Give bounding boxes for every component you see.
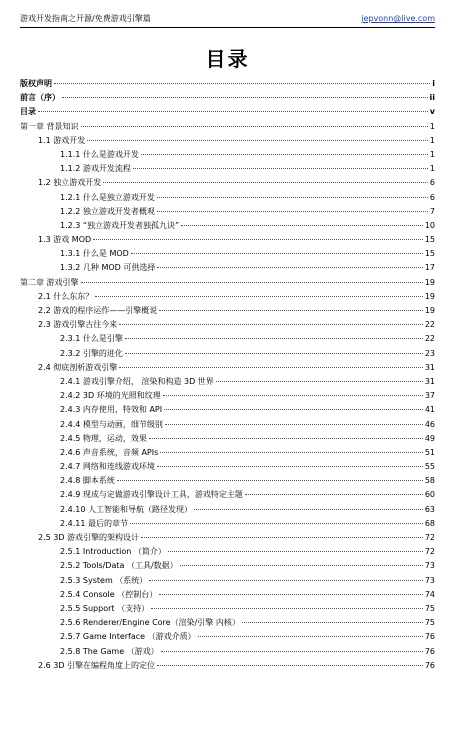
toc-entry[interactable]: [20, 191, 435, 205]
toc-entry-page: 58: [424, 476, 435, 486]
header-email-link[interactable]: jepvonn@live.com: [361, 14, 435, 23]
toc-entry-label: 2.1 什么东东？: [38, 291, 94, 301]
toc-entry-label: 目录: [20, 107, 36, 117]
toc-entry-page: 49: [424, 433, 435, 443]
toc-dot-leader: [245, 494, 423, 495]
table-of-contents: [20, 77, 435, 673]
toc-entry-page: 73: [424, 575, 435, 585]
toc-entry-label: 第二章 游戏引擎: [20, 277, 79, 287]
toc-entry-page: 22: [424, 320, 435, 330]
toc-entry[interactable]: [20, 148, 435, 162]
toc-entry-label: 2.3 游戏引擎古往今来: [38, 320, 118, 330]
toc-dot-leader: [159, 310, 423, 311]
toc-dot-leader: [103, 182, 428, 183]
header-book-title: 游戏开发指南之开源/免费游戏引擎篇: [20, 14, 151, 23]
toc-entry-page: 76: [424, 660, 435, 670]
toc-entry[interactable]: [20, 91, 435, 105]
toc-entry-page: 23: [424, 348, 435, 358]
toc-dot-leader: [119, 324, 423, 325]
toc-entry[interactable]: [20, 517, 435, 531]
toc-entry-label: 2.3.2 引擎的进化: [60, 348, 123, 358]
toc-dot-leader: [168, 551, 423, 552]
toc-entry[interactable]: [20, 247, 435, 261]
toc-entry[interactable]: [20, 77, 435, 91]
toc-dot-leader: [119, 367, 423, 368]
toc-entry-label: 2.4 彻底剖析游戏引擎: [38, 362, 118, 372]
toc-entry-label: 2.5.1 Introduction （简介）: [60, 547, 166, 557]
toc-entry-page: 72: [424, 533, 435, 542]
toc-entry-label: 1.3.1 什么是 MOD: [60, 249, 129, 259]
toc-entry-page: 75: [424, 603, 435, 613]
toc-entry-label: 2.4.10 人工智能和导航（路径发现）: [60, 504, 192, 514]
toc-dot-leader: [54, 83, 430, 84]
toc-entry-page: ii: [429, 93, 435, 103]
toc-entry-label: 2.4.3 内存使用，特效和 API: [60, 405, 163, 415]
toc-entry-label: 2.4.7 网络和连线游戏环境: [60, 462, 155, 472]
toc-entry-page: 41: [424, 405, 435, 415]
toc-entry[interactable]: [20, 290, 435, 304]
toc-dot-leader: [131, 253, 423, 254]
toc-entry-page: 31: [424, 376, 435, 386]
toc-entry-page: 72: [424, 547, 435, 557]
toc-entry-label: 2.5.5 Support （支持）: [60, 603, 150, 613]
toc-entry-label: 2.5.7 Game Interface （游戏介质）: [60, 632, 196, 642]
toc-dot-leader: [125, 338, 423, 339]
toc-entry[interactable]: [20, 219, 435, 233]
toc-entry[interactable]: [20, 645, 435, 659]
toc-entry[interactable]: [20, 488, 435, 502]
toc-dot-leader: [149, 438, 423, 439]
toc-entry-page: i: [432, 79, 435, 88]
toc-dot-leader: [157, 197, 428, 198]
toc-entry[interactable]: [20, 418, 435, 432]
toc-dot-leader: [164, 409, 423, 410]
toc-entry-page: 1: [429, 164, 435, 174]
toc-entry-label: 1.1.2 游戏开发流程: [60, 164, 131, 174]
toc-entry[interactable]: [20, 375, 435, 389]
toc-entry-label: 2.5.2 Tools/Data （工具/数据）: [60, 561, 178, 571]
toc-dot-leader: [151, 608, 423, 609]
toc-entry[interactable]: [20, 120, 435, 134]
toc-dot-leader: [125, 353, 423, 354]
toc-entry[interactable]: [20, 460, 435, 474]
toc-entry-page: 19: [424, 306, 435, 315]
toc-entry-label: 2.4.8 脚本系统: [60, 476, 115, 486]
toc-entry[interactable]: [20, 602, 435, 616]
toc-entry-label: 2.5.8 The Game （游戏）: [60, 646, 159, 656]
toc-dot-leader: [242, 622, 423, 623]
toc-dot-leader: [87, 140, 428, 141]
toc-entry[interactable]: [20, 176, 435, 190]
toc-entry-page: 68: [424, 518, 435, 528]
toc-entry-label: 2.4.4 模型与动画，细节级别: [60, 419, 163, 429]
toc-entry-page: 60: [424, 490, 435, 500]
toc-entry[interactable]: [20, 318, 435, 332]
toc-entry[interactable]: [20, 588, 435, 602]
toc-dot-leader: [157, 211, 428, 212]
page-header: [20, 12, 435, 26]
toc-entry-page: 19: [424, 291, 435, 301]
toc-entry-page: 17: [424, 263, 435, 273]
toc-entry[interactable]: [20, 574, 435, 588]
toc-dot-leader: [163, 395, 423, 396]
toc-dot-leader: [93, 239, 423, 240]
toc-entry[interactable]: [20, 446, 435, 460]
toc-entry-label: 2.4.1 游戏引擎介绍， 渲染和构造 3D 世界: [60, 376, 214, 386]
toc-entry[interactable]: [20, 616, 435, 630]
toc-entry-label: 2.4.2 3D 环境的光照和纹理: [60, 391, 161, 401]
toc-dot-leader: [95, 296, 423, 297]
toc-entry[interactable]: [20, 403, 435, 417]
toc-entry-page: 76: [424, 632, 435, 642]
toc-dot-leader: [216, 381, 423, 382]
toc-dot-leader: [157, 267, 422, 268]
toc-entry-page: 55: [424, 462, 435, 472]
toc-entry-label: 2.5 3D 游戏引擎的架构设计: [38, 533, 140, 542]
toc-entry-label: 1.2.2 独立游戏开发者概观: [60, 206, 155, 216]
toc-entry[interactable]: [20, 432, 435, 446]
toc-entry-label: 1.3 游戏 MOD: [38, 235, 92, 245]
toc-entry-page: 1: [429, 135, 435, 145]
toc-dot-leader: [198, 636, 423, 637]
toc-entry-page: 7: [429, 206, 435, 216]
toc-entry-page: 51: [424, 447, 435, 457]
toc-entry-page: 6: [429, 178, 435, 188]
toc-entry-page: 15: [424, 249, 435, 259]
toc-entry-label: 2.4.11 最后的章节: [60, 518, 128, 528]
toc-entry[interactable]: [20, 559, 435, 573]
toc-entry-page: 31: [424, 362, 435, 372]
toc-dot-leader: [194, 509, 423, 510]
toc-entry-label: 2.4.6 声音系统，音频 APIs: [60, 447, 159, 457]
toc-entry-page: 46: [424, 419, 435, 429]
toc-entry[interactable]: [20, 261, 435, 275]
toc-entry-page: v: [429, 107, 435, 117]
toc-dot-leader: [133, 168, 428, 169]
toc-entry-label: 2.5.6 Renderer/Engine Core（渲染/引擎 内核）: [60, 618, 240, 628]
toc-entry[interactable]: [20, 659, 435, 673]
toc-entry-label: 2.4.9 现成与定做游戏引擎设计工具，游戏特定主题: [60, 490, 243, 500]
page-title: 目录: [205, 47, 250, 71]
toc-entry-page: 63: [424, 504, 435, 514]
header-divider: [20, 27, 435, 28]
toc-entry-page: 22: [424, 334, 435, 344]
toc-entry-page: 73: [424, 561, 435, 571]
toc-dot-leader: [149, 580, 423, 581]
toc-entry-page: 15: [424, 235, 435, 245]
toc-dot-leader: [141, 154, 428, 155]
toc-dot-leader: [157, 665, 423, 666]
toc-entry[interactable]: [20, 503, 435, 517]
toc-entry-label: 1.2.1 什么是独立游戏开发: [60, 192, 155, 202]
toc-entry[interactable]: [20, 361, 435, 375]
toc-entry-label: 前言（序）: [20, 93, 60, 103]
toc-entry[interactable]: [20, 347, 435, 361]
toc-entry[interactable]: [20, 233, 435, 247]
toc-dot-leader: [180, 565, 423, 566]
toc-entry[interactable]: [20, 545, 435, 559]
toc-entry-page: 19: [424, 277, 435, 287]
toc-dot-leader: [157, 466, 423, 467]
toc-entry-page: 74: [424, 589, 435, 599]
toc-dot-leader: [141, 537, 423, 538]
toc-entry-label: 1.2.3 “独立游戏开发者独孤九诀”: [60, 220, 180, 230]
toc-dot-leader: [62, 97, 428, 98]
toc-entry-label: 第一章 背景知识: [20, 121, 79, 131]
toc-dot-leader: [81, 126, 428, 127]
toc-entry-page: 6: [429, 192, 435, 202]
toc-entry-label: 2.3.1 什么是引擎: [60, 334, 123, 344]
toc-entry-label: 2.5.4 Console （控制台）: [60, 589, 158, 599]
toc-entry[interactable]: [20, 474, 435, 488]
toc-entry[interactable]: [20, 162, 435, 176]
toc-entry-page: 1: [429, 121, 435, 131]
toc-entry-label: 1.2 独立游戏开发: [38, 178, 102, 188]
toc-entry-page: 1: [429, 149, 435, 159]
toc-entry[interactable]: [20, 304, 435, 318]
toc-entry-page: 37: [424, 391, 435, 401]
toc-dot-leader: [117, 480, 423, 481]
toc-entry[interactable]: [20, 276, 435, 290]
toc-dot-leader: [181, 225, 423, 226]
toc-entry-page: 10: [424, 220, 435, 230]
toc-dot-leader: [159, 594, 423, 595]
toc-entry[interactable]: [20, 205, 435, 219]
toc-entry-label: 2.4.5 物理，运动，效果: [60, 433, 147, 443]
toc-entry[interactable]: [20, 389, 435, 403]
toc-entry-label: 1.3.2 几种 MOD 可供选择: [60, 263, 156, 273]
toc-entry-label: 2.5.3 System （系统）: [60, 575, 148, 585]
toc-entry-page: 76: [424, 646, 435, 656]
toc-entry[interactable]: [20, 630, 435, 644]
toc-entry[interactable]: [20, 134, 435, 148]
toc-entry-label: 2.2 游戏的程序运作——引擎概说: [38, 306, 158, 315]
toc-entry-label: 1.1.1 什么是游戏开发: [60, 149, 139, 159]
toc-entry[interactable]: [20, 531, 435, 545]
toc-dot-leader: [81, 282, 423, 283]
toc-dot-leader: [130, 523, 423, 524]
toc-dot-leader: [160, 452, 423, 453]
toc-entry-page: 75: [424, 618, 435, 628]
toc-entry[interactable]: [20, 105, 435, 119]
toc-entry-label: 版权声明: [20, 79, 52, 88]
toc-entry-label: 2.6 3D 引擎在编程角度上的定位: [38, 660, 156, 670]
toc-dot-leader: [38, 111, 428, 112]
toc-entry-label: 1.1 游戏开发: [38, 135, 86, 145]
toc-entry[interactable]: [20, 332, 435, 346]
toc-dot-leader: [161, 651, 423, 652]
toc-dot-leader: [165, 424, 423, 425]
